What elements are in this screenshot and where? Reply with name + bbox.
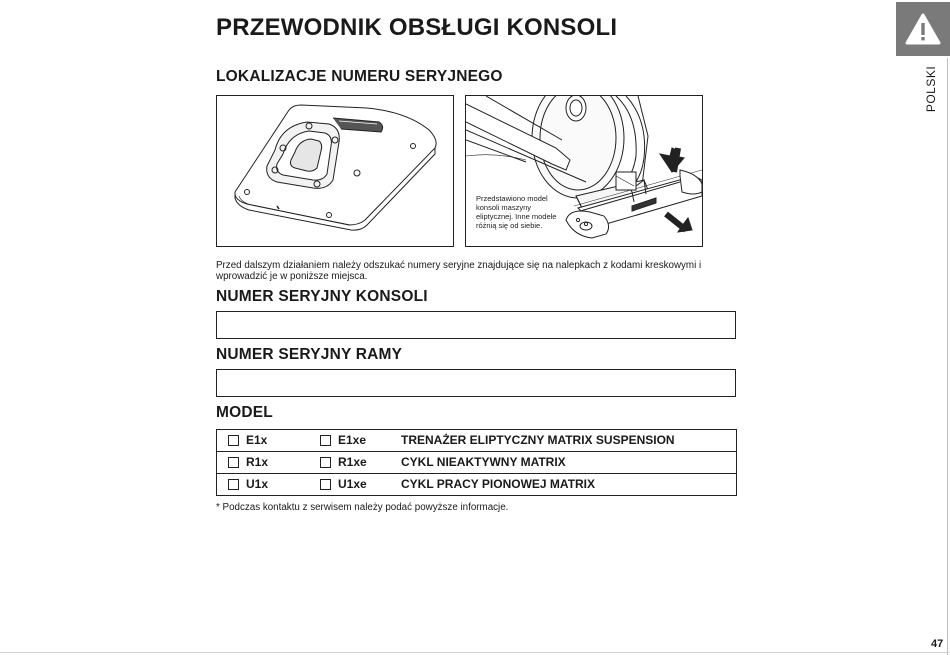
model-checkbox[interactable] [228,457,239,468]
model-code: E1xe [338,433,367,447]
console-serial-field[interactable] [216,311,736,339]
intro-text: Przed dalszym działaniem należy odszukać numery seryjne znajdujące się na nalepkach z kodami kreskowymi i wprowadzić je w poniższe miejsca. [216,260,702,282]
model-checkbox[interactable] [228,435,239,446]
model-description: CYKL PRACY PIONOWEJ MATRIX [401,477,596,491]
model-row [217,430,736,452]
model-code: R1xe [338,455,367,469]
model-checkbox[interactable] [320,479,331,490]
warning-triangle-icon [896,2,950,56]
language-label: POLSKI [924,65,938,113]
model-checkbox[interactable] [228,479,239,490]
model-table [216,429,737,496]
model-row [217,474,736,495]
serial-locations-heading: LOKALIZACJE NUMERU SERYJNEGO [216,68,503,85]
model-code: R1x [246,455,269,469]
bottom-divider [0,652,950,653]
page-number: 47 [931,638,944,650]
model-checkbox[interactable] [320,457,331,468]
model-description: CYKL NIEAKTYWNY MATRIX [401,455,566,469]
model-code: E1x [246,433,268,447]
side-divider [947,58,948,655]
figure-caption: Przedstawiono model konsoli maszyny eliptycznej. Inne modele różnią się od siebie. [476,194,557,230]
frame-illustration [465,95,703,247]
frame-serial-field[interactable] [216,369,736,397]
model-code: U1xe [338,477,367,491]
language-tab [918,66,944,112]
warning-box [896,2,950,56]
frame-serial-heading: NUMER SERYJNY RAMY [216,346,403,363]
footnote: * Podczas kontaktu z serwisem należy podać powyższe informacje. [216,502,509,513]
page-title: PRZEWODNIK OBSŁUGI KONSOLI [216,14,618,41]
console-serial-heading: NUMER SERYJNY KONSOLI [216,288,428,305]
model-heading: MODEL [216,404,273,421]
model-checkbox[interactable] [320,435,331,446]
model-description: TRENAŻER ELIPTYCZNY MATRIX SUSPENSION [401,433,675,447]
model-row [217,452,736,474]
console-illustration [216,95,454,247]
model-code: U1x [246,477,269,491]
